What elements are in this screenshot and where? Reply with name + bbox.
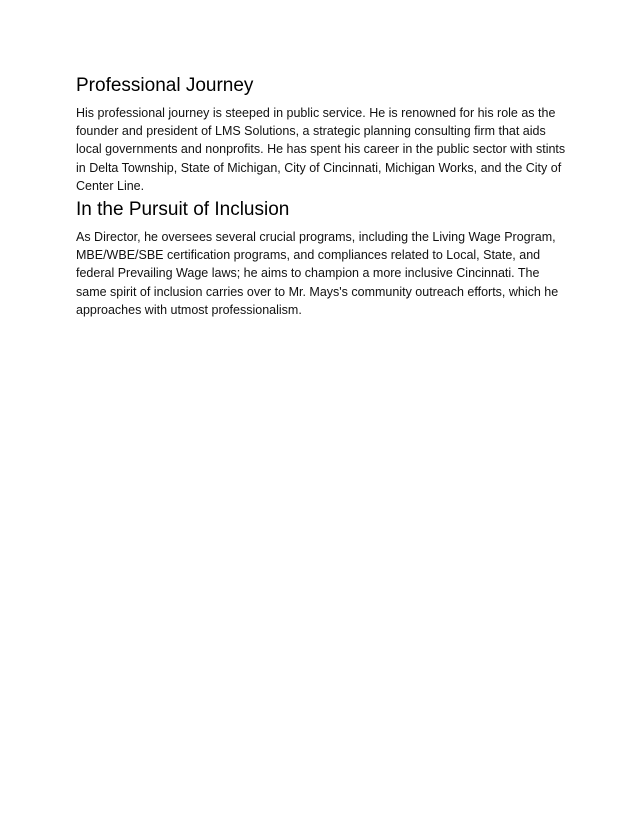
section-paragraph: His professional journey is steeped in public service. He is renowned for his role as the founder and president of LMS Solutions, a strategic planning consulting firm that aids local governments and nonprofits. He has spent his career in the public sector with stints in Delta Township, State of Michigan, City of Cincinnati, Michigan Works, and the City of Center Line. (76, 106, 566, 193)
section-professional-journey (76, 74, 566, 195)
section-pursuit-of-inclusion (76, 198, 566, 319)
section-heading: Professional Journey (76, 75, 254, 96)
section-heading: In the Pursuit of Inclusion (76, 199, 290, 220)
section-paragraph: As Director, he oversees several crucial programs, including the Living Wage Program, MBE/WBE/SBE certification programs, and compliances related to Local, State, and federal Prevailing Wage laws; he aims to champion a more inclusive Cincinnati. The same spirit of inclusion carries over to Mr. Mays's community outreach efforts, which he approaches with utmost professionalism. (76, 230, 559, 317)
